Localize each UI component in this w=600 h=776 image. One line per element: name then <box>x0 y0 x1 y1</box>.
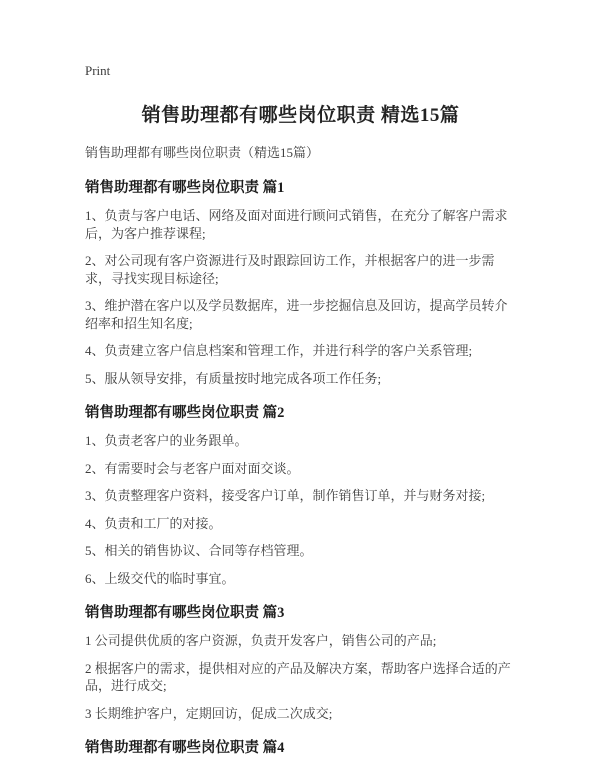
section-paragraph: 6、上级交代的临时事宜。 <box>85 570 235 586</box>
print-link[interactable]: Print <box>85 63 111 78</box>
section-paragraph: 3、负责整理客户资料，接受客户订单，制作销售订单，并与财务对接; <box>85 488 486 503</box>
section-paragraph: 4、负责和工厂的对接。 <box>85 515 222 531</box>
section-paragraph: 1、负责与客户电话、网络及面对面进行顾问式销售，在充分了解客户需求后，为客户推荐课程; <box>85 208 508 241</box>
doc-subtitle: 销售助理都有哪些岗位职责（精选15篇） <box>85 145 320 160</box>
section-heading: 销售助理都有哪些岗位职责 篇2 <box>85 405 285 421</box>
section-paragraph: 3、维护潜在客户以及学员数据库，进一步挖掘信息及回访，提高学员转介绍率和招生知名度; <box>85 298 508 331</box>
page-title: 销售助理都有哪些岗位职责 精选15篇 <box>141 105 460 126</box>
section-paragraph: 5、服从领导安排，有质量按时地完成各项工作任务; <box>85 370 382 386</box>
section-paragraph: 1、负责老客户的业务跟单。 <box>85 433 248 448</box>
section-paragraph: 5、相关的销售协议、合同等存档管理。 <box>85 543 313 558</box>
section-heading: 销售助理都有哪些岗位职责 篇1 <box>85 180 285 196</box>
section-paragraph: 1 公司提供优质的客户资源，负责开发客户，销售公司的产品; <box>85 633 437 648</box>
section-heading: 销售助理都有哪些岗位职责 篇4 <box>85 740 285 756</box>
section-paragraph: 2、有需要时会与老客户面对面交谈。 <box>85 460 300 476</box>
section-paragraph: 2、对公司现有客户资源进行及时跟踪回访工作，并根据客户的进一步需求，寻找实现目标途径; <box>85 253 495 286</box>
section-heading: 销售助理都有哪些岗位职责 篇3 <box>85 605 285 621</box>
section-paragraph: 4、负责建立客户信息档案和管理工作，并进行科学的客户关系管理; <box>85 343 473 358</box>
section-paragraph: 3 长期维护客户，定期回访，促成二次成交; <box>85 705 333 721</box>
section-paragraph: 2 根据客户的需求，提供相对应的产品及解决方案，帮助客户选择合适的产品，进行成交; <box>85 660 511 693</box>
document-body <box>85 179 516 757</box>
